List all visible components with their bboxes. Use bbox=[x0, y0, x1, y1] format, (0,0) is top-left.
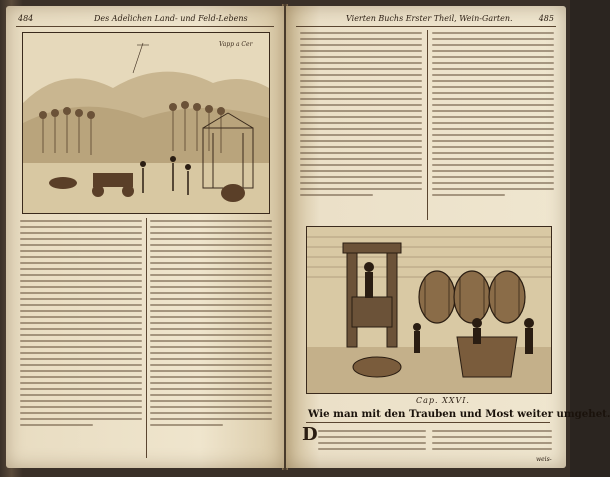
drop-cap: D bbox=[302, 424, 318, 445]
left-header-rule bbox=[16, 26, 274, 27]
left-page bbox=[6, 6, 284, 468]
right-page bbox=[286, 6, 610, 468]
right-page-number: 485 bbox=[538, 14, 554, 23]
right-text-column-2 bbox=[432, 32, 554, 200]
vineyard-engraving bbox=[22, 32, 270, 214]
left-text-column-1 bbox=[20, 220, 142, 430]
left-column-divider bbox=[146, 218, 147, 458]
right-running-head: Vierten Buchs Erster Theil, Wein-Garten. bbox=[346, 14, 513, 23]
left-running-head: Des Adelichen Land- und Feld-Lebens bbox=[94, 14, 248, 23]
chapter-title: Wie man mit den Trauben und Most weiter umgehet. bbox=[308, 408, 610, 420]
right-column-divider bbox=[427, 30, 428, 220]
illustration-label: Vapp a Cer bbox=[219, 41, 253, 48]
right-chapter-text-column-2 bbox=[432, 430, 552, 454]
right-text-column-1 bbox=[300, 32, 422, 200]
chapter-title-rule bbox=[306, 422, 550, 423]
catchword: weis- bbox=[536, 456, 552, 463]
wine-press-engraving bbox=[306, 226, 552, 394]
left-page-number: 484 bbox=[18, 14, 34, 23]
left-text-column-2 bbox=[150, 220, 272, 430]
chapter-number: Cap. XXVI. bbox=[416, 396, 470, 405]
right-chapter-text-column-1 bbox=[318, 430, 426, 454]
right-header-rule bbox=[296, 26, 556, 27]
